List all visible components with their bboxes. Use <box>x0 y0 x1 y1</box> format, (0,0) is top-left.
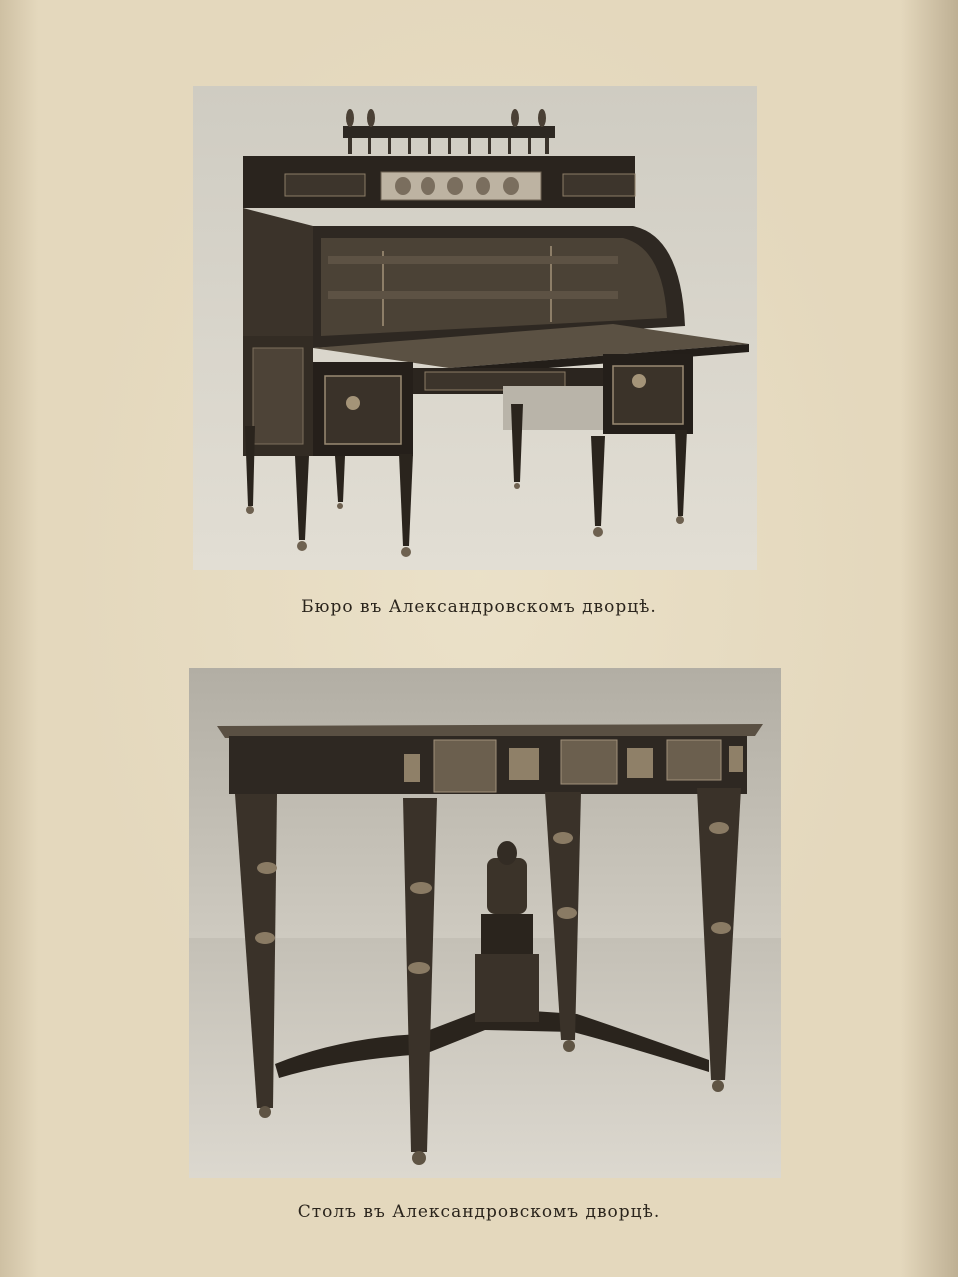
table-illustration <box>189 668 781 1178</box>
bureau-illustration <box>193 86 757 570</box>
table-photograph <box>189 668 781 1178</box>
bureau-caption: Бюро въ Александровскомъ дворцѣ. <box>301 597 657 617</box>
bureau-photograph <box>193 86 757 570</box>
table-caption: Столъ въ Александровскомъ дворцѣ. <box>297 1202 661 1222</box>
